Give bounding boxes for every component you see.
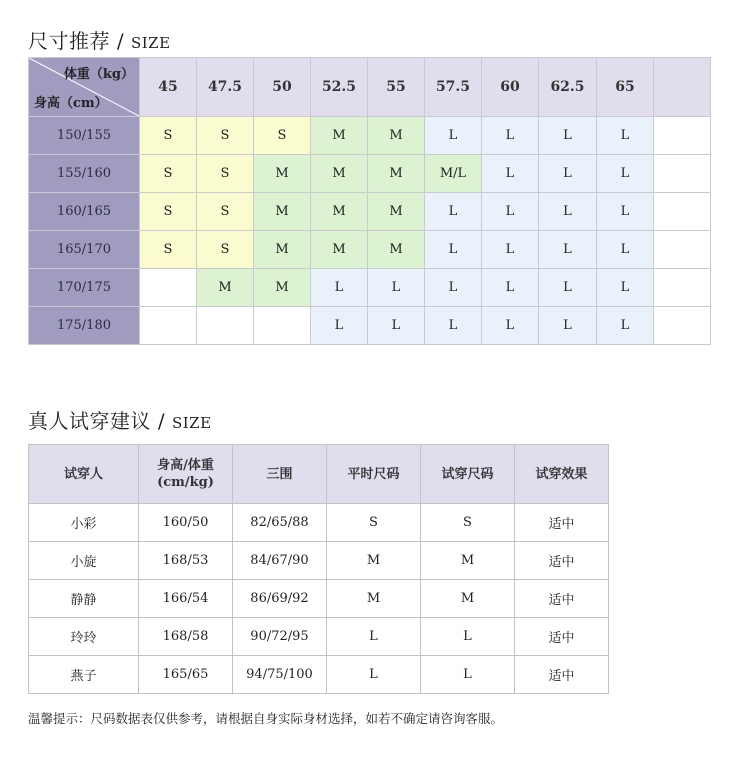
size-row bbox=[29, 117, 711, 155]
height-range-cell: 150/155 bbox=[29, 117, 140, 155]
fit-cell: 适中 bbox=[515, 656, 609, 694]
size-cell: M bbox=[311, 231, 368, 269]
size-cell: L bbox=[425, 307, 482, 345]
weight-header: 55 bbox=[368, 58, 425, 117]
size-cell: M bbox=[311, 193, 368, 231]
size-cell: L bbox=[425, 269, 482, 307]
fit-row bbox=[29, 580, 609, 618]
size-row bbox=[29, 193, 711, 231]
size-cell: S bbox=[140, 231, 197, 269]
weight-header bbox=[654, 58, 711, 117]
size-cell: M bbox=[311, 117, 368, 155]
size-cell: M bbox=[197, 269, 254, 307]
size-cell: M bbox=[254, 155, 311, 193]
size-cell: M bbox=[254, 231, 311, 269]
size-cell: L bbox=[597, 117, 654, 155]
fit-cell: 86/69/92 bbox=[233, 580, 327, 618]
size-cell: S bbox=[254, 117, 311, 155]
size-section-title bbox=[28, 25, 171, 54]
corner-header-cell bbox=[29, 58, 140, 117]
size-cell: S bbox=[140, 193, 197, 231]
fit-header: 平时尺码 bbox=[327, 445, 421, 504]
size-cell: L bbox=[368, 269, 425, 307]
fitting-table bbox=[28, 444, 609, 694]
fit-cell: 适中 bbox=[515, 542, 609, 580]
size-cell: L bbox=[482, 269, 539, 307]
size-cell bbox=[654, 231, 711, 269]
size-cell: S bbox=[197, 155, 254, 193]
size-cell bbox=[140, 307, 197, 345]
fit-header: 三围 bbox=[233, 445, 327, 504]
fit-header: 试穿人 bbox=[29, 445, 139, 504]
fit-cell: 168/58 bbox=[139, 618, 233, 656]
fit-cell: 160/50 bbox=[139, 504, 233, 542]
size-cell: L bbox=[597, 269, 654, 307]
fit-cell: L bbox=[327, 656, 421, 694]
weight-header: 45 bbox=[140, 58, 197, 117]
size-cell: L bbox=[597, 193, 654, 231]
size-cell: S bbox=[197, 193, 254, 231]
size-row bbox=[29, 155, 711, 193]
size-cell: L bbox=[425, 117, 482, 155]
size-cell: L bbox=[482, 231, 539, 269]
fit-title-text: 真人试穿建议 / bbox=[28, 409, 166, 433]
fit-header: 试穿尺码 bbox=[421, 445, 515, 504]
weight-header: 62.5 bbox=[539, 58, 597, 117]
size-cell: S bbox=[197, 231, 254, 269]
size-row bbox=[29, 231, 711, 269]
fit-section-title bbox=[28, 405, 212, 434]
fit-cell: M bbox=[327, 580, 421, 618]
size-cell bbox=[254, 307, 311, 345]
size-title-text: 尺寸推荐 / bbox=[28, 29, 125, 53]
weight-axis-label: 体重（kg） bbox=[63, 67, 134, 82]
fit-cell: L bbox=[421, 656, 515, 694]
size-cell: L bbox=[311, 307, 368, 345]
fit-cell: S bbox=[421, 504, 515, 542]
size-cell: M bbox=[368, 155, 425, 193]
size-cell bbox=[654, 269, 711, 307]
fit-cell: 166/54 bbox=[139, 580, 233, 618]
size-cell: L bbox=[425, 231, 482, 269]
size-cell bbox=[654, 155, 711, 193]
fit-header-row bbox=[29, 445, 609, 504]
fit-cell: M bbox=[421, 542, 515, 580]
size-cell: L bbox=[539, 155, 597, 193]
size-cell: L bbox=[482, 117, 539, 155]
fit-cell: 82/65/88 bbox=[233, 504, 327, 542]
weight-header: 50 bbox=[254, 58, 311, 117]
height-range-cell: 170/175 bbox=[29, 269, 140, 307]
fit-cell: 适中 bbox=[515, 504, 609, 542]
size-cell: S bbox=[197, 117, 254, 155]
weight-header: 57.5 bbox=[425, 58, 482, 117]
size-chart-table bbox=[28, 57, 711, 345]
size-cell: S bbox=[140, 155, 197, 193]
fit-row bbox=[29, 504, 609, 542]
fit-header: 身高/体重 (cm/kg) bbox=[139, 445, 233, 504]
weight-header: 52.5 bbox=[311, 58, 368, 117]
height-range-cell: 155/160 bbox=[29, 155, 140, 193]
fit-cell: 适中 bbox=[515, 580, 609, 618]
fit-cell: M bbox=[327, 542, 421, 580]
size-cell: L bbox=[597, 231, 654, 269]
size-cell: L bbox=[482, 155, 539, 193]
size-cell bbox=[654, 307, 711, 345]
size-cell: M bbox=[368, 117, 425, 155]
fit-cell: L bbox=[327, 618, 421, 656]
fit-cell: S bbox=[327, 504, 421, 542]
size-cell: M bbox=[368, 231, 425, 269]
fit-cell: 小彩 bbox=[29, 504, 139, 542]
fit-cell: 90/72/95 bbox=[233, 618, 327, 656]
tip-note: 温馨提示：尺码数据表仅供参考，请根据自身实际身材选择，如若不确定请咨询客服。 bbox=[28, 711, 504, 726]
height-axis-label: 身高（cm） bbox=[34, 96, 108, 111]
weight-header: 65 bbox=[597, 58, 654, 117]
size-cell bbox=[654, 117, 711, 155]
weight-header: 47.5 bbox=[197, 58, 254, 117]
size-cell: L bbox=[482, 193, 539, 231]
size-cell: L bbox=[539, 307, 597, 345]
fit-header: 试穿效果 bbox=[515, 445, 609, 504]
size-cell: S bbox=[140, 117, 197, 155]
size-cell: L bbox=[482, 307, 539, 345]
size-cell: M bbox=[311, 155, 368, 193]
fit-cell: 168/53 bbox=[139, 542, 233, 580]
size-cell bbox=[197, 307, 254, 345]
fit-row bbox=[29, 542, 609, 580]
height-range-cell: 165/170 bbox=[29, 231, 140, 269]
size-cell: L bbox=[539, 231, 597, 269]
fit-cell: 84/67/90 bbox=[233, 542, 327, 580]
size-cell: L bbox=[311, 269, 368, 307]
size-cell: M bbox=[368, 193, 425, 231]
size-row bbox=[29, 307, 711, 345]
fit-cell: 适中 bbox=[515, 618, 609, 656]
size-cell: L bbox=[597, 307, 654, 345]
size-cell: L bbox=[539, 117, 597, 155]
size-cell: M bbox=[254, 269, 311, 307]
size-cell: L bbox=[597, 155, 654, 193]
fit-cell: L bbox=[421, 618, 515, 656]
fit-cell: 94/75/100 bbox=[233, 656, 327, 694]
height-range-cell: 160/165 bbox=[29, 193, 140, 231]
fit-cell: 玲玲 bbox=[29, 618, 139, 656]
fit-title-subtitle: SIZE bbox=[171, 414, 212, 432]
size-cell: L bbox=[425, 193, 482, 231]
size-cell: L bbox=[539, 269, 597, 307]
size-cell: M bbox=[254, 193, 311, 231]
fit-cell: 小旋 bbox=[29, 542, 139, 580]
size-cell bbox=[140, 269, 197, 307]
fit-cell: 静静 bbox=[29, 580, 139, 618]
size-cell: L bbox=[539, 193, 597, 231]
fit-cell: 燕子 bbox=[29, 656, 139, 694]
size-cell: L bbox=[368, 307, 425, 345]
size-header-row bbox=[29, 58, 711, 117]
size-title-subtitle: SIZE bbox=[130, 34, 171, 52]
size-cell: M/L bbox=[425, 155, 482, 193]
size-cell bbox=[654, 193, 711, 231]
height-range-cell: 175/180 bbox=[29, 307, 140, 345]
weight-header: 60 bbox=[482, 58, 539, 117]
fit-row bbox=[29, 618, 609, 656]
fit-row bbox=[29, 656, 609, 694]
size-row bbox=[29, 269, 711, 307]
fit-cell: M bbox=[421, 580, 515, 618]
fit-cell: 165/65 bbox=[139, 656, 233, 694]
